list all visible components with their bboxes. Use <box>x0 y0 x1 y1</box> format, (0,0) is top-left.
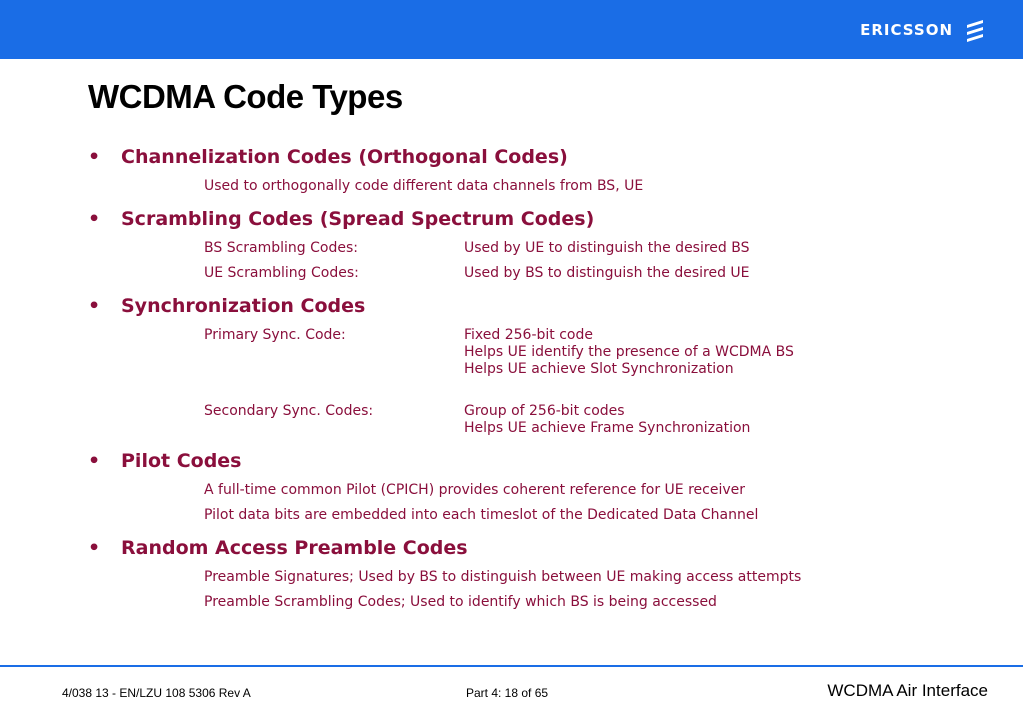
ericsson-logo <box>860 18 987 42</box>
section-heading: Random Access Preamble Codes <box>121 537 468 559</box>
ericsson-mark-icon <box>963 18 987 42</box>
row-value: Group of 256-bit codes <box>464 403 625 419</box>
section-synchronization <box>88 295 365 317</box>
section-heading: Channelization Codes (Orthogonal Codes) <box>121 146 568 168</box>
bullet-marker: • <box>88 208 101 230</box>
page-number: Part 4: 18 of 65 <box>466 686 549 700</box>
section-heading: Pilot Codes <box>121 450 242 472</box>
row-value: Helps UE achieve Slot Synchronization <box>464 361 734 377</box>
bullet-marker: • <box>88 295 101 317</box>
detail-line: A full-time common Pilot (CPICH) provides coherent reference for UE receiver <box>204 482 746 498</box>
row-label: Secondary Sync. Codes: <box>204 403 374 419</box>
section-pilot <box>88 450 242 472</box>
bullet-marker: • <box>88 146 101 168</box>
bullet-marker: • <box>88 450 101 472</box>
row-value: Helps UE identify the presence of a WCDMA BS <box>464 344 794 360</box>
brand-name: ERICSSON <box>860 21 953 39</box>
row-label: UE Scrambling Codes: <box>204 265 359 281</box>
row-value: Used by BS to distinguish the desired UE <box>464 265 750 281</box>
footer-divider <box>0 665 1023 667</box>
document-id: 4/038 13 - EN/LZU 108 5306 Rev A <box>62 686 251 700</box>
section-heading: Scrambling Codes (Spread Spectrum Codes) <box>121 208 595 230</box>
bullet-marker: • <box>88 537 101 559</box>
row-value: Fixed 256-bit code <box>464 327 593 343</box>
row-value: Used by UE to distinguish the desired BS <box>464 240 750 256</box>
row-label: Primary Sync. Code: <box>204 327 346 343</box>
section-scrambling <box>88 208 594 230</box>
detail-line: Preamble Signatures; Used by BS to distinguish between UE making access attempts <box>204 569 802 585</box>
row-label: BS Scrambling Codes: <box>204 240 358 256</box>
section-random-access <box>88 537 468 559</box>
page-title: WCDMA Code Types <box>88 78 403 115</box>
detail-line: Pilot data bits are embedded into each timeslot of the Dedicated Data Channel <box>204 507 759 523</box>
row-value: Helps UE achieve Frame Synchronization <box>464 420 751 436</box>
course-title: WCDMA Air Interface <box>827 681 988 700</box>
detail-line: Used to orthogonally code different data channels from BS, UE <box>204 178 644 194</box>
header-bar <box>0 0 1023 59</box>
detail-line: Preamble Scrambling Codes; Used to identify which BS is being accessed <box>204 594 717 610</box>
section-channelization <box>88 146 568 168</box>
section-heading: Synchronization Codes <box>121 295 366 317</box>
